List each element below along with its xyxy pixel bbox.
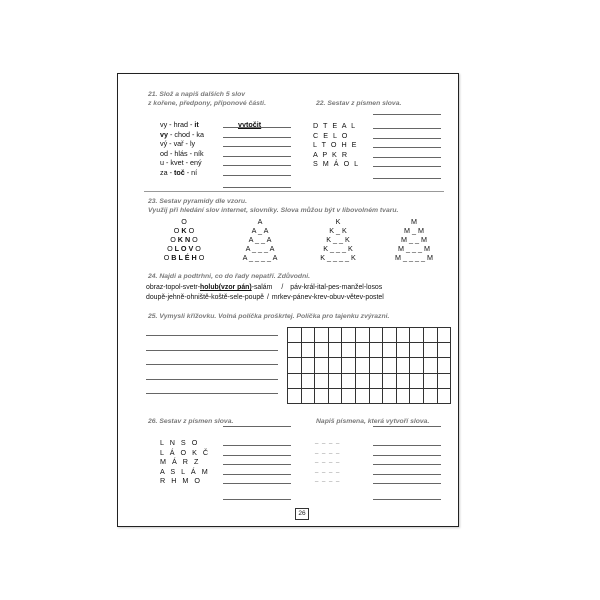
pyr-a-5[interactable]: A _ _ _ _ A: [242, 253, 278, 262]
pyr-m-3[interactable]: M _ _ M: [401, 235, 427, 244]
t21-answer-line-7[interactable]: [223, 187, 291, 188]
t22-row-4: A P K R: [313, 149, 349, 159]
t27-blank-3[interactable]: _ _ _ _: [315, 457, 341, 463]
t25-line-2[interactable]: [146, 350, 278, 351]
t25-line-4[interactable]: [146, 379, 278, 380]
pyr-m-2[interactable]: M _ M: [404, 226, 424, 235]
pyr-o-4: O L O V O: [167, 244, 201, 253]
t27-line-3[interactable]: [373, 464, 441, 465]
t21-row-4: od - hlás - ník: [160, 148, 204, 158]
task-21-subtitle: z kořene, předpony, příponové části.: [148, 100, 266, 107]
t22-row-2: C E L O: [313, 130, 349, 140]
t26-line-4[interactable]: [223, 474, 291, 475]
t21-answer-line-1[interactable]: [223, 127, 291, 128]
t22-line-5[interactable]: [373, 166, 441, 167]
task-23-subtitle: Využij při hledání slov internet, slovníky. Slova můžou být v libovolném tvaru.: [148, 207, 399, 214]
t25-line-1[interactable]: [146, 335, 278, 336]
t24-row-2: doupě-jehně-ohniště-koště-sele-poupě / mrkev-pánev-krev-obuv-větev-postel: [146, 294, 384, 301]
t21-row-3: vý - vař - ly: [160, 139, 196, 148]
task-21-title: 21. Slož a napiš dalších 5 slov: [148, 91, 246, 98]
pyr-a-4[interactable]: A _ _ _ A: [245, 244, 275, 253]
t22-line-top[interactable]: [373, 114, 441, 115]
task-26-title: 26. Sestav z písmen slova.: [148, 418, 234, 425]
t27-blank-4[interactable]: _ _ _ _: [315, 466, 341, 473]
t21-row-5: u - kvet - ený: [160, 158, 202, 167]
pyr-a-3[interactable]: A _ _ A: [248, 235, 272, 244]
t21-answer-line-3[interactable]: [223, 146, 291, 147]
task-25-title: 25. Vymysli křížovku. Volná políčka proškrtej. Políčka pro tajenku zvýrazni.: [148, 313, 390, 320]
pyr-a-2[interactable]: A _ A: [251, 226, 269, 235]
crossword-grid[interactable]: [287, 327, 451, 404]
pyr-o-1: O: [181, 217, 187, 226]
task-23-title: 23. Sestav pyramidy dle vzoru.: [148, 198, 247, 205]
t27-line-4[interactable]: [373, 474, 441, 475]
t26-line-3[interactable]: [223, 464, 291, 465]
t26-line-top[interactable]: [223, 426, 291, 427]
t27-line-2[interactable]: [373, 455, 441, 456]
t26-line-6[interactable]: [223, 499, 291, 500]
t22-row-5: S M Á O L: [313, 159, 360, 168]
t21-row-1: vy - hrad - it: [160, 120, 199, 129]
pyr-k-5[interactable]: K _ _ _ _ K: [320, 253, 356, 262]
pyramid-m: [384, 217, 444, 262]
t26-line-1[interactable]: [223, 445, 291, 446]
t21-answer-line-5[interactable]: [223, 165, 291, 166]
t22-line-1[interactable]: [373, 128, 441, 129]
t27-line-top[interactable]: [373, 426, 441, 427]
t27-line-1[interactable]: [373, 445, 441, 446]
t21-answer-line-6[interactable]: [223, 175, 291, 176]
pyr-m-4[interactable]: M _ _ _ M: [398, 244, 430, 253]
t26-row-1: L N S O: [160, 438, 200, 447]
pyr-m-1: M: [411, 217, 417, 226]
pyramid-k: [308, 217, 368, 262]
t27-blank-1[interactable]: _ _ _ _: [315, 438, 341, 444]
t27-line-5[interactable]: [373, 483, 441, 484]
pyr-k-3[interactable]: K _ _ K: [326, 235, 350, 244]
task-24-title: 24. Najdi a podtrhni, co do řady nepatří. Zdůvodni.: [148, 273, 311, 280]
t22-line-2[interactable]: [373, 138, 441, 139]
t26-row-2: L Á O K Č: [160, 447, 211, 457]
t21-row-2: vy - chod - ka: [160, 129, 204, 139]
pyramid-a: [230, 217, 290, 262]
pyr-k-2[interactable]: K _ K: [329, 226, 347, 235]
t21-answer-line-2[interactable]: [223, 137, 291, 138]
pyr-o-3: O K N O: [170, 235, 198, 244]
t22-row-3: L T O H E: [313, 140, 358, 149]
task-22-title: 22. Sestav z písmen slova.: [316, 100, 402, 107]
page-number: 26: [295, 508, 309, 520]
t22-line-6[interactable]: [373, 178, 441, 179]
t27-blank-2[interactable]: _ _ _ _: [315, 447, 341, 454]
t21-answer-line-4[interactable]: [223, 156, 291, 157]
t27-line-6[interactable]: [373, 499, 441, 500]
t26-row-4: A S L Á M: [160, 466, 210, 476]
t22-row-1: D T E A L: [313, 121, 357, 130]
workbook-page: [117, 73, 459, 527]
t26-line-2[interactable]: [223, 455, 291, 456]
pyr-o-5: O B L É H O: [163, 253, 205, 262]
t21-answer: vytočit: [238, 120, 262, 129]
t26-row-3: M Á R Z: [160, 457, 201, 466]
t25-line-5[interactable]: [146, 393, 278, 394]
t22-line-4[interactable]: [373, 157, 441, 158]
pyr-k-4[interactable]: K _ _ _ K: [323, 244, 353, 253]
t26-line-5[interactable]: [223, 483, 291, 484]
t24-row-1: obraz-topol-svetr-holub(vzor pán)-salám / páv-král-ital-pes-manžel-losos: [146, 284, 383, 291]
t25-line-3[interactable]: [146, 364, 278, 365]
t21-row-6: za - toč - ní: [160, 167, 198, 177]
pyramid-o: [154, 217, 214, 262]
t22-line-3[interactable]: [373, 147, 441, 148]
pyr-a-1: A: [257, 217, 263, 226]
t26-row-5: R H M O: [160, 476, 202, 485]
task-27-title: Napiš písmena, která vytvoří slova.: [316, 418, 430, 425]
pyr-o-2: O K O: [173, 226, 195, 235]
t27-blank-5[interactable]: _ _ _ _: [315, 476, 341, 482]
pyr-k-1: K: [335, 217, 341, 226]
separator: [144, 191, 444, 192]
pyr-m-5[interactable]: M _ _ _ _ M: [395, 253, 433, 262]
